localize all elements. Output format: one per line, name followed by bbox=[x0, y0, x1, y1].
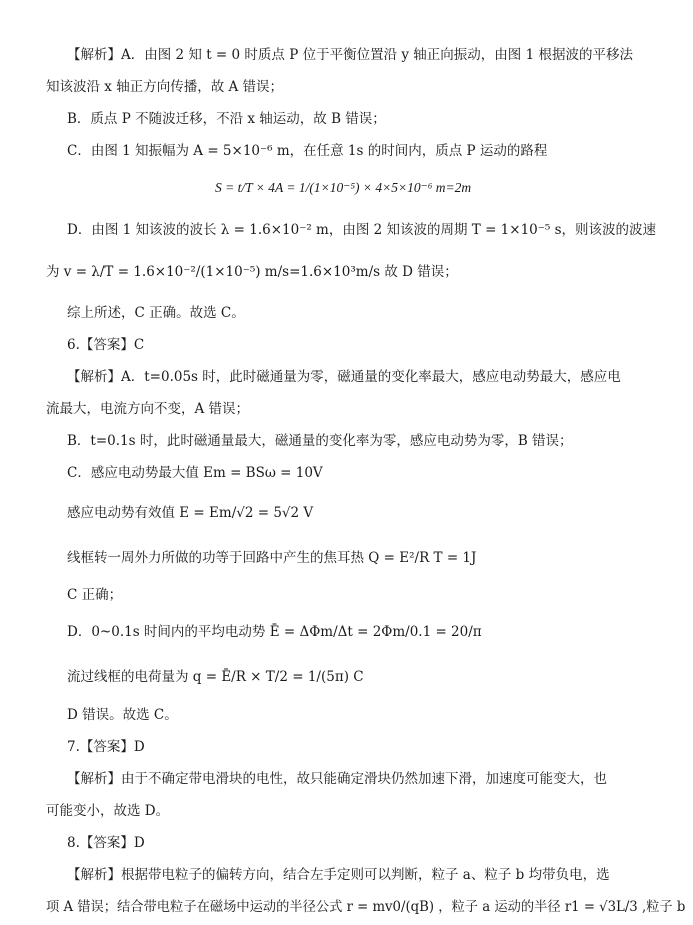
line-21: 【解析】由于不确定带电滑块的电性，故只能确定滑块仍然加速下滑，加速度可能变大，也 bbox=[67, 771, 607, 787]
line-19: D 错误。故选 C。 bbox=[67, 707, 178, 723]
line-12: B．t=0.1s 时，此时磁通量最大，磁通量的变化率为零，感应电动势为零，B 错误； bbox=[67, 433, 573, 449]
line-7: 为 v = λ/T = 1.6×10⁻²/(1×10⁻⁵) m/s=1.6×10³m/s 故 D 错误； bbox=[46, 264, 458, 280]
line-2: 知该波沿 x 轴正方向传播，故 A 错误； bbox=[46, 79, 284, 95]
line-22: 可能变小，故选 D。 bbox=[46, 803, 170, 819]
line-3: B．质点 P 不随波迁移，不沿 x 轴运动，故 B 错误； bbox=[67, 111, 386, 127]
line-11: 流最大，电流方向不变，A 错误； bbox=[46, 401, 250, 417]
line-18: 流过线框的电荷量为 q = Ē/R × T/2 = 1/(5π) C bbox=[67, 669, 364, 685]
line-10: 【解析】A．t=0.05s 时，此时磁通量为零，磁通量的变化率最大，感应电动势最大，感应电 bbox=[67, 369, 621, 385]
line-15: 线框转一周外力所做的功等于回路中产生的焦耳热 Q = E²/R T = 1J bbox=[67, 550, 477, 566]
line-6: D．由图 1 知该波的波长 λ = 1.6×10⁻² m，由图 2 知该波的周期 T = 1×10⁻⁵ s，则该波的波速 bbox=[67, 222, 657, 238]
line-24: 【解析】根据带电粒子的偏转方向，结合左手定则可以判断，粒子 a、粒子 b 均带负电，选 bbox=[67, 867, 610, 883]
line-14: 感应电动势有效值 E = Em/√2 = 5√2 V bbox=[67, 505, 314, 521]
line-4: C．由图 1 知振幅为 A = 5×10⁻⁶ m，在任意 1s 的时间内，质点 P 运动的路程 bbox=[67, 143, 548, 159]
line-1: 【解析】A．由图 2 知 t = 0 时质点 P 位于平衡位置沿 y 轴正向振动，由图 1 根据波的平移法 bbox=[67, 47, 633, 63]
line-17: D．0~0.1s 时间内的平均电动势 Ē = ΔΦm/Δt = 2Φm/0.1 = 20/π bbox=[67, 624, 482, 640]
line-16: C 正确； bbox=[67, 587, 123, 603]
line-8: 综上所述，C 正确。故选 C。 bbox=[67, 305, 245, 321]
formula-path: S = t/T × 4A = 1/(1×10⁻⁵) × 4×5×10⁻⁶ m=2m bbox=[215, 180, 472, 195]
line-13: C．感应电动势最大值 Em = BSω = 10V bbox=[67, 465, 323, 481]
line-23: 8.【答案】D bbox=[67, 835, 145, 851]
line-20: 7.【答案】D bbox=[67, 739, 145, 755]
line-25: 项 A 错误；结合带电粒子在磁场中运动的半径公式 r = mv0/(qB) ，粒子 a 运动的半径 r1 = √3L/3 ,粒子 b bbox=[46, 899, 686, 915]
line-9: 6.【答案】C bbox=[67, 337, 145, 353]
